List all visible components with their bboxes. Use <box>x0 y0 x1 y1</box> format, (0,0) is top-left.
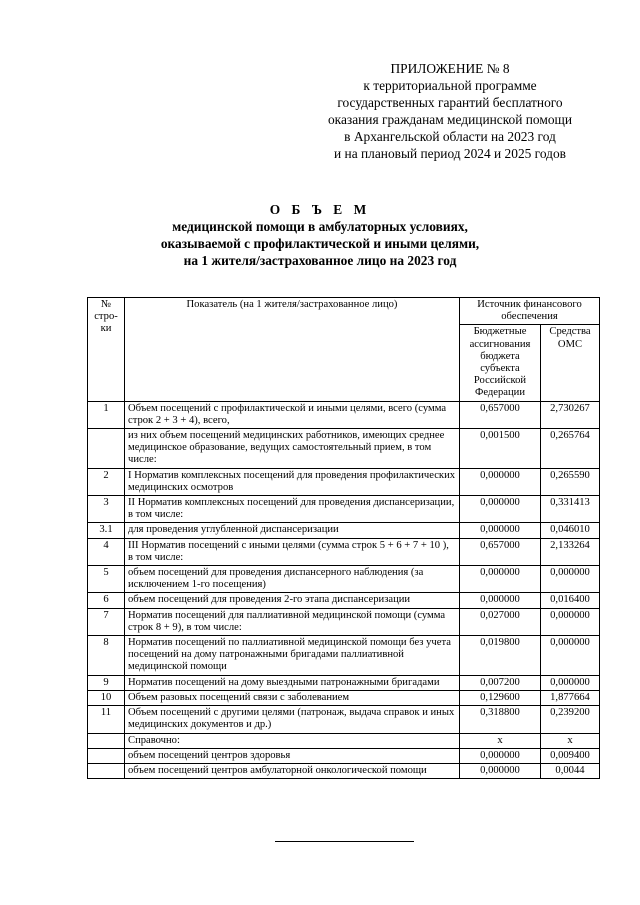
cell-budget-value: 0,318800 <box>460 706 541 733</box>
cell-budget-value: 0,000000 <box>460 566 541 593</box>
cell-budget-value: 0,000000 <box>460 593 541 608</box>
table-row <box>88 593 600 608</box>
cell-row-number: 8 <box>88 636 125 676</box>
cell-budget-value: 0,000000 <box>460 468 541 495</box>
cell-row-number: 3.1 <box>88 523 125 538</box>
cell-budget-value: х <box>460 733 541 748</box>
title-line: на 1 жителя/застрахованное лицо на 2023 год <box>183 253 457 268</box>
footer-divider <box>275 841 414 842</box>
title-line: медицинской помощи в амбулаторных условиях, <box>172 219 468 234</box>
cell-row-number: 9 <box>88 675 125 690</box>
cell-row-number <box>88 748 125 763</box>
header-budget: Бюджетные ассигнования бюджета субъекта Российской Федерации <box>460 325 541 401</box>
cell-row-number <box>88 733 125 748</box>
cell-indicator: I Норматив комплексных посещений для проведения профилактических медицинских осмотров <box>125 468 460 495</box>
appendix-line: в Архангельской области на 2023 год <box>344 129 556 144</box>
header-indicator: Показатель (на 1 жителя/застрахованное лицо) <box>125 298 460 402</box>
table-row <box>88 496 600 523</box>
appendix-line: государственных гарантий бесплатного <box>337 95 563 110</box>
cell-indicator: объем посещений центров здоровья <box>125 748 460 763</box>
cell-budget-value: 0,129600 <box>460 690 541 705</box>
cell-row-number: 10 <box>88 690 125 705</box>
header-oms: Средства ОМС <box>541 325 600 401</box>
cell-indicator: Объем разовых посещений связи с заболеванием <box>125 690 460 705</box>
table-body <box>88 401 600 778</box>
cell-indicator: Справочно: <box>125 733 460 748</box>
cell-budget-value: 0,027000 <box>460 608 541 635</box>
cell-indicator: Норматив посещений по паллиативной медицинской помощи без учета посещений на дому патронажными бригадами паллиативной медицинской помощи <box>125 636 460 676</box>
cell-budget-value: 0,657000 <box>460 538 541 565</box>
cell-oms-value: 0,000000 <box>541 608 600 635</box>
appendix-line: и на плановый период 2024 и 2025 годов <box>334 146 566 161</box>
cell-indicator: объем посещений для проведения 2-го этапа диспансеризации <box>125 593 460 608</box>
appendix-line: к территориальной программе <box>363 78 537 93</box>
cell-oms-value: 0,265764 <box>541 429 600 469</box>
cell-budget-value: 0,000000 <box>460 496 541 523</box>
cell-indicator: объем посещений для проведения диспансерного наблюдения (за исключением 1-го посещения) <box>125 566 460 593</box>
volume-table <box>87 297 600 779</box>
cell-oms-value: 2,730267 <box>541 401 600 428</box>
table-row <box>88 733 600 748</box>
cell-row-number: 4 <box>88 538 125 565</box>
cell-row-number: 1 <box>88 401 125 428</box>
cell-row-number: 5 <box>88 566 125 593</box>
cell-indicator: для проведения углубленной диспансеризации <box>125 523 460 538</box>
cell-oms-value: 0,239200 <box>541 706 600 733</box>
cell-budget-value: 0,000000 <box>460 763 541 778</box>
table-row <box>88 608 600 635</box>
cell-oms-value: х <box>541 733 600 748</box>
cell-indicator: Объем посещений с профилактической и иными целями, всего (сумма строк 2 + 3 + 4), всего, <box>125 401 460 428</box>
cell-oms-value: 0,009400 <box>541 748 600 763</box>
cell-budget-value: 0,007200 <box>460 675 541 690</box>
cell-oms-value: 0,265590 <box>541 468 600 495</box>
cell-budget-value: 0,000000 <box>460 748 541 763</box>
table-row <box>88 763 600 778</box>
cell-oms-value: 0,000000 <box>541 566 600 593</box>
cell-oms-value: 0,000000 <box>541 636 600 676</box>
cell-indicator: III Норматив посещений с иными целями (сумма строк 5 + 6 + 7 + 10 ), в том числе: <box>125 538 460 565</box>
title-line: оказываемой с профилактической и иными целями, <box>160 236 480 251</box>
cell-indicator: Норматив посещений для паллиативной медицинской помощи (сумма строк 8 + 9), в том числе: <box>125 608 460 635</box>
cell-row-number: 3 <box>88 496 125 523</box>
cell-oms-value: 0,000000 <box>541 675 600 690</box>
document-title <box>0 201 640 269</box>
cell-budget-value: 0,657000 <box>460 401 541 428</box>
appendix-header <box>300 60 600 162</box>
table-row <box>88 566 600 593</box>
cell-indicator: объем посещений центров амбулаторной онкологической помощи <box>125 763 460 778</box>
table-row <box>88 523 600 538</box>
cell-row-number: 2 <box>88 468 125 495</box>
table-row <box>88 748 600 763</box>
cell-budget-value: 0,000000 <box>460 523 541 538</box>
cell-row-number <box>88 429 125 469</box>
cell-indicator: из них объем посещений медицинских работников, имеющих среднее медицинское образование, ведущих самостоятельный прием, в том числе: <box>125 429 460 469</box>
cell-budget-value: 0,001500 <box>460 429 541 469</box>
cell-indicator: Объем посещений с другими целями (патронаж, выдача справок и иных медицинских документов и др.) <box>125 706 460 733</box>
cell-oms-value: 0,331413 <box>541 496 600 523</box>
title-word: О Б Ъ Е М <box>269 202 371 217</box>
table-row <box>88 538 600 565</box>
cell-budget-value: 0,019800 <box>460 636 541 676</box>
appendix-line: оказания гражданам медицинской помощи <box>327 112 573 127</box>
cell-indicator: II Норматив комплексных посещений для проведения диспансеризации, в том числе: <box>125 496 460 523</box>
cell-row-number: 11 <box>88 706 125 733</box>
cell-row-number <box>88 763 125 778</box>
table-row <box>88 675 600 690</box>
cell-indicator: Норматив посещений на дому выездными патронажными бригадами <box>125 675 460 690</box>
cell-oms-value: 2,133264 <box>541 538 600 565</box>
cell-row-number: 6 <box>88 593 125 608</box>
table-row <box>88 636 600 676</box>
table-row <box>88 429 600 469</box>
cell-oms-value: 0,016400 <box>541 593 600 608</box>
table-row <box>88 706 600 733</box>
cell-oms-value: 0,046010 <box>541 523 600 538</box>
table-row <box>88 401 600 428</box>
header-row-number: № стро-ки <box>88 298 125 402</box>
header-funding-source: Источник финансового обеспечения <box>460 298 600 325</box>
appendix-title: ПРИЛОЖЕНИЕ № 8 <box>390 61 510 76</box>
cell-row-number: 7 <box>88 608 125 635</box>
table-row <box>88 690 600 705</box>
cell-oms-value: 0,0044 <box>541 763 600 778</box>
cell-oms-value: 1,877664 <box>541 690 600 705</box>
table-row <box>88 468 600 495</box>
